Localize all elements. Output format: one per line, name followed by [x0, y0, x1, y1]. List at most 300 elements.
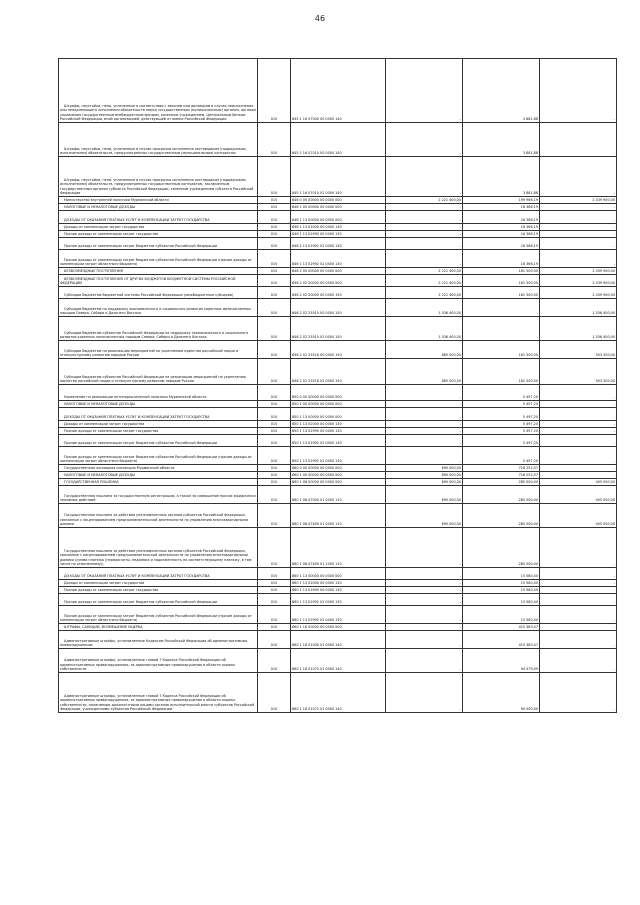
table-row — [59, 624, 617, 631]
row-code: 010 — [258, 428, 291, 435]
table-row — [59, 401, 617, 408]
page-number: 46 — [314, 14, 326, 23]
row-kbk: 860 1 13 02000 00 0000 130 — [291, 580, 386, 587]
row-name-text: Прочие доходы от компенсации затрат государства — [64, 232, 159, 237]
row-code: 010 — [258, 408, 291, 421]
row-kbk: 860 1 08 00000 00 0000 000 — [291, 479, 386, 486]
row-value-fact: 15 580,40 — [463, 606, 540, 624]
table-row — [59, 238, 617, 250]
row-code: 010 — [258, 528, 291, 568]
row-value-plan: 690 000,00 — [386, 472, 463, 479]
row-name — [59, 275, 258, 287]
row-value-fact: 16 366,19 — [463, 204, 540, 211]
row-name-text: Субсидии бюджетам на реализацию мероприятий по укреплению единства российской нации и этнокультурному развитию народов России — [60, 348, 239, 358]
row-name-text: ГОСУДАРСТВЕННАЯ ПОШЛИНА — [64, 480, 119, 485]
row-value-fact: 15 580,40 — [463, 568, 540, 580]
row-value-fact: 16 366,19 — [463, 224, 540, 231]
row-value-fact: 15 580,40 — [463, 587, 540, 594]
row-value-fact: 5 497,20 — [463, 408, 540, 421]
row-kbk: 860 1 08 07000 01 0000 110 — [291, 486, 386, 504]
row-value-rest: - — [540, 123, 617, 157]
row-value-fact: 5 497,20 — [463, 447, 540, 465]
row-kbk: 850 1 13 02992 02 0000 130 — [291, 435, 386, 447]
row-value-rest: - — [540, 673, 617, 713]
table-row — [59, 157, 617, 197]
row-name — [59, 204, 258, 211]
row-value-rest: - — [540, 385, 617, 401]
row-value-rest: 503 500,00 — [540, 341, 617, 359]
row-value-fact: 3 881,88 — [463, 59, 540, 123]
row-name — [59, 197, 258, 204]
row-name — [59, 673, 258, 713]
row-value-plan: - — [386, 594, 463, 606]
row-code: 010 — [258, 341, 291, 359]
row-kbk: 846 2 02 25515 02 0000 150 — [291, 317, 386, 341]
row-value-plan: 685 000,00 — [386, 359, 463, 385]
row-value-rest: 1 536 400,00 — [540, 299, 617, 317]
row-code: 010 — [258, 231, 291, 238]
row-kbk: 845 1 16 07010 02 0000 140 — [291, 157, 386, 197]
table-row — [59, 594, 617, 606]
row-kbk: 850 1 13 02000 00 0000 130 — [291, 421, 386, 428]
row-kbk: 860 1 08 07400 01 1000 110 — [291, 528, 386, 568]
row-name-text: Субсидии бюджетам субъектов Российской Федерации на поддержку экономического и социального развития коренных малочисленных народов Севера, Сибири и Дальнего Востока — [60, 330, 249, 340]
row-value-rest: - — [540, 408, 617, 421]
row-value-plan: - — [386, 624, 463, 631]
table-row — [59, 268, 617, 275]
row-value-plan: - — [386, 238, 463, 250]
row-value-plan: - — [386, 447, 463, 465]
row-value-plan: - — [386, 224, 463, 231]
row-kbk: 860 1 13 02992 02 0400 130 — [291, 606, 386, 624]
row-kbk: 850 1 13 00000 00 0000 000 — [291, 408, 386, 421]
revenue-table — [58, 58, 617, 713]
row-value-plan: - — [386, 528, 463, 568]
row-value-fact: 181 500,00 — [463, 341, 540, 359]
row-name — [59, 435, 258, 447]
row-code: 010 — [258, 631, 291, 649]
row-value-fact: 181 500,00 — [463, 268, 540, 275]
row-name-text: Прочие доходы от компенсации затрат государства — [64, 429, 159, 434]
table-row — [59, 606, 617, 624]
row-value-plan: - — [386, 157, 463, 197]
row-value-fact: 181 500,00 — [463, 359, 540, 385]
row-value-fact: 181 500,00 — [463, 275, 540, 287]
row-name-text: ДОХОДЫ ОТ ОКАЗАНИЯ ПЛАТНЫХ УСЛУГ И КОМПЕНСАЦИИ ЗАТРАТ ГОСУДАРСТВА — [64, 574, 210, 579]
row-name-text: БЕЗВОЗМЕЗДНЫЕ ПОСТУПЛЕНИЯ — [64, 269, 123, 274]
row-value-fact: 3 881,88 — [463, 123, 540, 157]
table-row — [59, 421, 617, 428]
row-kbk: 846 1 00 00000 00 0000 000 — [291, 204, 386, 211]
row-name — [59, 385, 258, 401]
row-value-rest: - — [540, 465, 617, 472]
table-row — [59, 287, 617, 299]
row-value-plan: 690 000,00 — [386, 486, 463, 504]
row-kbk: 860 1 16 01000 01 0000 140 — [291, 631, 386, 649]
row-value-plan: 2 221 400,00 — [386, 197, 463, 204]
row-value-plan: - — [386, 435, 463, 447]
row-kbk: 860 1 13 02992 02 0000 130 — [291, 594, 386, 606]
row-name — [59, 594, 258, 606]
row-value-plan: 2 221 400,00 — [386, 287, 463, 299]
row-value-fact: 199 966,19 — [463, 197, 540, 204]
row-kbk: 850 1 00 00000 00 0000 000 — [291, 401, 386, 408]
row-name — [59, 428, 258, 435]
row-name — [59, 472, 258, 479]
row-value-plan: - — [386, 606, 463, 624]
table-row — [59, 465, 617, 472]
row-name — [59, 359, 258, 385]
row-kbk: 846 1 13 00000 00 0000 000 — [291, 211, 386, 224]
row-value-rest: - — [540, 580, 617, 587]
row-value-rest: - — [540, 421, 617, 428]
row-value-rest: - — [540, 587, 617, 594]
row-value-plan: - — [386, 204, 463, 211]
row-value-rest: - — [540, 231, 617, 238]
table-row — [59, 299, 617, 317]
row-value-rest: - — [540, 59, 617, 123]
table-row — [59, 587, 617, 594]
row-code: 010 — [258, 472, 291, 479]
row-value-rest: 2 039 900,00 — [540, 287, 617, 299]
table-row — [59, 385, 617, 401]
table-row — [59, 428, 617, 435]
row-code: 010 — [258, 447, 291, 465]
row-name — [59, 299, 258, 317]
row-code: 010 — [258, 606, 291, 624]
row-value-rest: 503 500,00 — [540, 359, 617, 385]
row-value-fact: 94 479,09 — [463, 649, 540, 673]
row-code: 010 — [258, 385, 291, 401]
row-code: 010 — [258, 649, 291, 673]
table-row — [59, 408, 617, 421]
table-row — [59, 59, 617, 123]
row-name-text: Доходы от компенсации затрат государства — [64, 422, 145, 427]
row-value-plan: 685 000,00 — [386, 341, 463, 359]
row-name — [59, 341, 258, 359]
row-name — [59, 157, 258, 197]
row-value-rest: - — [540, 204, 617, 211]
table-row — [59, 341, 617, 359]
row-code: 010 — [258, 250, 291, 268]
row-name-text: Прочие доходы от компенсации затрат бюджетов субъектов Российской Федерации — [64, 441, 218, 446]
row-value-fact: 415 383,47 — [463, 631, 540, 649]
row-name — [59, 408, 258, 421]
row-code: 010 — [258, 197, 291, 204]
row-value-plan: - — [386, 59, 463, 123]
row-name-text: Доходы от компенсации затрат государства — [64, 225, 145, 230]
row-value-fact: 415 383,47 — [463, 624, 540, 631]
row-kbk: 846 1 13 02990 00 0000 130 — [291, 231, 386, 238]
row-value-fact: 16 366,19 — [463, 231, 540, 238]
row-value-plan: 1 536 400,00 — [386, 299, 463, 317]
table-row — [59, 673, 617, 713]
row-code: 010 — [258, 587, 291, 594]
row-value-plan: - — [386, 123, 463, 157]
row-name — [59, 123, 258, 157]
row-kbk: 860 1 13 00000 00 0000 000 — [291, 568, 386, 580]
row-kbk: 846 2 02 25515 00 0000 150 — [291, 299, 386, 317]
row-value-fact: 181 500,00 — [463, 287, 540, 299]
row-code: 010 — [258, 59, 291, 123]
row-value-rest: - — [540, 568, 617, 580]
row-value-rest: 2 039 900,00 — [540, 268, 617, 275]
row-kbk: 860 1 16 00000 00 0000 000 — [291, 624, 386, 631]
row-value-fact: - — [463, 299, 540, 317]
row-value-rest: - — [540, 224, 617, 231]
table-row — [59, 275, 617, 287]
row-kbk: 860 1 16 01072 01 0000 140 — [291, 673, 386, 713]
table-row — [59, 197, 617, 204]
row-name-text: Доходы от компенсации затрат государства — [64, 581, 145, 586]
row-name-text: Штрафы, неустойки, пени, уплаченные в соответствии с законом или договором в случае неисполнения или ненадлежащего исполнения обязательств перед государственным (муниципальным) органом, органом управления государственным внебюджетным фондом, казенным учреждением, Центральным банком Российской Федерации, иной организацией, действующей от имени Российской Федерации — [60, 103, 256, 122]
row-value-plan: - — [386, 421, 463, 428]
row-value-plan: - — [386, 568, 463, 580]
row-name — [59, 268, 258, 275]
row-kbk: 846 2 00 00000 00 0000 000 — [291, 268, 386, 275]
row-value-plan: - — [386, 631, 463, 649]
table-row — [59, 317, 617, 341]
row-kbk: 860 0 00 00000 00 0000 000 — [291, 465, 386, 472]
row-code: 010 — [258, 211, 291, 224]
table-row — [59, 204, 617, 211]
row-name-text: ДОХОДЫ ОТ ОКАЗАНИЯ ПЛАТНЫХ УСЛУГ И КОМПЕНСАЦИИ ЗАТРАТ ГОСУДАРСТВА — [64, 415, 210, 420]
row-value-fact: 5 497,20 — [463, 428, 540, 435]
row-value-plan: - — [386, 250, 463, 268]
table-row — [59, 447, 617, 465]
row-name — [59, 465, 258, 472]
row-name-text: Субсидии бюджетам на поддержку экономического и социального развития коренных малочисленных народов Севера, Сибири и Дальнего Востока — [60, 306, 251, 316]
row-value-rest: - — [540, 624, 617, 631]
table-row — [59, 224, 617, 231]
row-kbk: 850 1 13 02990 00 0000 130 — [291, 428, 386, 435]
row-kbk: 860 1 00 00000 00 0000 000 — [291, 472, 386, 479]
row-value-plan: - — [386, 385, 463, 401]
row-code: 010 — [258, 504, 291, 528]
row-name — [59, 287, 258, 299]
row-code: 010 — [258, 224, 291, 231]
row-value-fact: 285 000,00 — [463, 504, 540, 528]
row-kbk: 850 0 00 00000 00 0000 000 — [291, 385, 386, 401]
row-value-rest: - — [540, 472, 617, 479]
row-code: 010 — [258, 157, 291, 197]
row-value-rest: - — [540, 428, 617, 435]
row-code: 010 — [258, 204, 291, 211]
row-name — [59, 624, 258, 631]
table-row — [59, 211, 617, 224]
row-name — [59, 59, 258, 123]
row-value-rest: - — [540, 435, 617, 447]
row-value-rest: - — [540, 250, 617, 268]
row-name-text: ДОХОДЫ ОТ ОКАЗАНИЯ ПЛАТНЫХ УСЛУГ И КОМПЕНСАЦИИ ЗАТРАТ ГОСУДАРСТВА — [64, 218, 210, 223]
row-name-text: НАЛОГОВЫЕ И НЕНАЛОГОВЫЕ ДОХОДЫ — [64, 473, 135, 478]
row-value-rest: - — [540, 594, 617, 606]
row-name-text: Государственная пошлина за действия уполномоченных органов субъектов Российской Федерации, связанные с лицензированием предпринимательской деятельности по управлению многоквартирными домами — [60, 513, 248, 527]
row-value-fact: 285 000,00 — [463, 479, 540, 486]
row-code: 010 — [258, 421, 291, 428]
row-name — [59, 238, 258, 250]
table-row — [59, 123, 617, 157]
row-name — [59, 587, 258, 594]
row-name — [59, 528, 258, 568]
row-name-text: НАЛОГОВЫЕ И НЕНАЛОГОВЫЕ ДОХОДЫ — [64, 205, 135, 210]
row-name-text: Штрафы, неустойки, пени, уплаченные в случае просрочки исполнения поставщиком (подрядчиком, исполнителем) обязательств, предусмотренных государственным (муниципальным) контрактом — [60, 146, 247, 156]
row-name-text: Управление по реализации антинаркотической политики Мурманской области — [64, 395, 207, 400]
row-value-rest: - — [540, 447, 617, 465]
row-name-text: Административные штрафы, установленные главой 7 Кодекса Российской Федерации об административных правонарушениях, за административные правонарушения в области охраны собственности — [60, 658, 235, 672]
row-code: 010 — [258, 238, 291, 250]
row-name — [59, 486, 258, 504]
row-value-rest: - — [540, 401, 617, 408]
row-name — [59, 504, 258, 528]
row-value-fact: 285 000,00 — [463, 486, 540, 504]
row-name — [59, 250, 258, 268]
row-name — [59, 606, 258, 624]
row-code: 010 — [258, 594, 291, 606]
row-kbk: 846 2 02 25516 00 0000 150 — [291, 341, 386, 359]
row-name-text: Министерство внутренней политики Мурманской области — [64, 198, 169, 203]
row-kbk: 845 1 16 07010 00 0000 140 — [291, 123, 386, 157]
table-row — [59, 472, 617, 479]
table-row — [59, 528, 617, 568]
row-code: 010 — [258, 359, 291, 385]
row-value-rest: - — [540, 157, 617, 197]
row-name-text: Прочие доходы от компенсации затрат бюджетов субъектов Российской Федерации — [64, 600, 218, 605]
row-value-plan: - — [386, 408, 463, 421]
row-name — [59, 631, 258, 649]
row-kbk: 846 1 13 02000 00 0000 130 — [291, 224, 386, 231]
row-code: 010 — [258, 479, 291, 486]
table-row — [59, 580, 617, 587]
row-kbk: 860 1 08 07400 01 0000 110 — [291, 504, 386, 528]
table-row — [59, 631, 617, 649]
row-value-fact: - — [463, 317, 540, 341]
table-row — [59, 486, 617, 504]
row-value-plan: 1 536 400,00 — [386, 317, 463, 341]
row-value-plan: 2 221 400,00 — [386, 275, 463, 287]
row-value-plan: - — [386, 401, 463, 408]
row-name — [59, 447, 258, 465]
row-code: 010 — [258, 299, 291, 317]
row-name-text: Субсидии бюджетам бюджетной системы Российской Федерации (межбюджетные субсидии) — [64, 293, 234, 298]
row-name-text: НАЛОГОВЫЕ И НЕНАЛОГОВЫЕ ДОХОДЫ — [64, 402, 135, 407]
row-value-fact: 3 881,88 — [463, 157, 540, 197]
table-row — [59, 479, 617, 486]
row-code: 010 — [258, 568, 291, 580]
row-name — [59, 317, 258, 341]
row-name — [59, 568, 258, 580]
row-code: 010 — [258, 123, 291, 157]
row-value-fact: 5 497,20 — [463, 385, 540, 401]
row-value-fact: 15 580,40 — [463, 594, 540, 606]
row-kbk: 846 2 02 20000 00 0000 150 — [291, 287, 386, 299]
row-value-rest: - — [540, 528, 617, 568]
row-kbk: 846 2 02 00000 00 0000 000 — [291, 275, 386, 287]
row-name — [59, 224, 258, 231]
table-row — [59, 359, 617, 385]
row-code: 010 — [258, 624, 291, 631]
row-name — [59, 479, 258, 486]
table-row — [59, 435, 617, 447]
row-value-plan: - — [386, 211, 463, 224]
row-name-text: Государственная жилищная инспекция Мурманской области — [64, 466, 175, 471]
row-name-text: Прочие доходы от компенсации затрат бюджетов субъектов Российской Федерации (прочие доходы от компенсации затрат областного бюджета) — [60, 454, 252, 464]
row-name-text: БЕЗВОЗМЕЗДНЫЕ ПОСТУПЛЕНИЯ ОТ ДРУГИХ БЮДЖЕТОВ БЮДЖЕТНОЙ СИСТЕМЫ РОССИЙСКОЙ ФЕДЕРАЦИИ — [60, 276, 236, 286]
row-kbk: 846 1 13 02992 02 0400 130 — [291, 250, 386, 268]
row-name — [59, 649, 258, 673]
row-value-fact: 716 252,57 — [463, 465, 540, 472]
row-value-fact: 15 580,40 — [463, 580, 540, 587]
row-value-rest: - — [540, 631, 617, 649]
row-value-fact: 16 366,19 — [463, 250, 540, 268]
row-value-plan: - — [386, 428, 463, 435]
row-name — [59, 211, 258, 224]
row-value-fact: 5 497,20 — [463, 435, 540, 447]
row-value-plan: - — [386, 580, 463, 587]
row-value-plan: 690 000,00 — [386, 479, 463, 486]
row-kbk: 860 1 13 02990 00 0000 130 — [291, 587, 386, 594]
row-value-rest: 405 000,00 — [540, 479, 617, 486]
row-code: 010 — [258, 435, 291, 447]
row-name-text: Административные штрафы, установленные главой 7 Кодекса Российской Федерации об административных правонарушениях, за административные правонарушения в области охраны собственности, налагаемые должностными лицами органов исполнительной власти субъектов Российской Федерации, учреждениями субъектов Российской Федерации — [60, 693, 255, 712]
row-name-text: Прочие доходы от компенсации затрат государства — [64, 588, 159, 593]
table-row — [59, 504, 617, 528]
row-value-fact: 285 000,00 — [463, 528, 540, 568]
row-value-plan: - — [386, 587, 463, 594]
row-kbk: 845 1 16 07000 00 0000 140 — [291, 59, 386, 123]
row-name — [59, 421, 258, 428]
row-value-plan: 690 000,00 — [386, 465, 463, 472]
row-value-plan: - — [386, 673, 463, 713]
row-name-text: Прочие доходы от компенсации затрат бюджетов субъектов Российской Федерации — [64, 244, 218, 249]
row-code: 010 — [258, 275, 291, 287]
row-value-rest: - — [540, 238, 617, 250]
row-code: 010 — [258, 465, 291, 472]
table-row — [59, 250, 617, 268]
row-name-text: ШТРАФЫ, САНКЦИИ, ВОЗМЕЩЕНИЕ УЩЕРБА — [64, 625, 143, 630]
table-row — [59, 568, 617, 580]
row-code: 010 — [258, 673, 291, 713]
row-name — [59, 401, 258, 408]
row-value-rest: 1 536 400,00 — [540, 317, 617, 341]
row-code: 010 — [258, 580, 291, 587]
row-code: 010 — [258, 268, 291, 275]
row-name — [59, 580, 258, 587]
row-name-text: Административные штрафы, установленные Кодексом Российской Федерации об административных правонарушениях — [60, 638, 248, 648]
row-value-plan: - — [386, 231, 463, 238]
row-kbk: 846 0 00 00000 00 0000 000 — [291, 197, 386, 204]
row-value-rest: - — [540, 211, 617, 224]
row-name-text: Прочие доходы от компенсации затрат бюджетов субъектов Российской Федерации (прочие доходы от компенсации затрат областного бюджета) — [60, 613, 252, 623]
row-name-text: Прочие доходы от компенсации затрат бюджетов субъектов Российской Федерации (прочие доходы от компенсации затрат областного бюджета) — [60, 257, 252, 267]
row-name-text: Субсидии бюджетам субъектов Российской Федерации на реализацию мероприятий по укреплению единства российской нации и этнокультурному развитию народов России — [60, 374, 246, 384]
table-row — [59, 649, 617, 673]
row-value-fact: 16 366,19 — [463, 238, 540, 250]
row-name-text: Штрафы, неустойки, пени, уплаченные в случае просрочки исполнения поставщиком (подрядчиком, исполнителем) обязательств, предусмотренных государственным контрактом, заключенным государственным органом субъекта Российской Федерации, казенным учреждением субъекта Российской Федерации — [60, 177, 254, 196]
row-value-fact: 90 000,00 — [463, 673, 540, 713]
row-code: 010 — [258, 486, 291, 504]
row-kbk: 846 1 13 02992 02 0000 130 — [291, 238, 386, 250]
row-kbk: 850 1 13 02992 02 0400 130 — [291, 447, 386, 465]
row-value-rest: 405 000,00 — [540, 486, 617, 504]
row-value-rest: 405 000,00 — [540, 504, 617, 528]
row-code: 010 — [258, 401, 291, 408]
row-value-plan: - — [386, 649, 463, 673]
row-name-text: Государственная пошлина за государственную регистрацию, а также за совершение прочих юридически значимых действий — [60, 493, 256, 503]
row-value-fact: 16 366,19 — [463, 211, 540, 224]
row-value-fact: 5 497,20 — [463, 401, 540, 408]
row-code: 010 — [258, 287, 291, 299]
